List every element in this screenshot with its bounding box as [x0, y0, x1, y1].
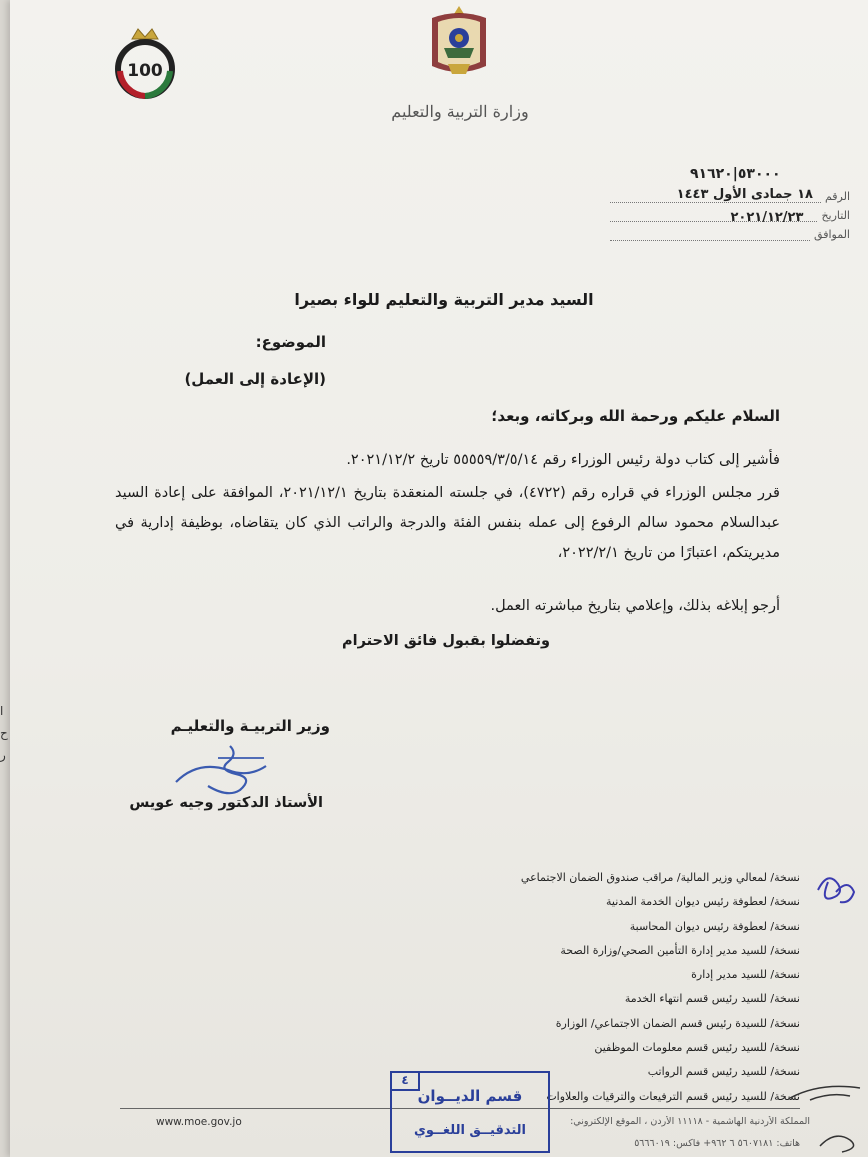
diwan-stamp — [390, 1071, 550, 1153]
date-label: التاريخ — [821, 209, 850, 222]
copy-item: نسخة/ للسيد رئيس قسم الرواتب — [647, 1065, 800, 1079]
footer-phone: هاتف: ٥٦٠٧١٨١ ٦ ٩٦٢+ فاكس: ٥٦٦٦٠١٩ — [634, 1138, 800, 1149]
copy-item: نسخة/ لعطوفة رئيس ديوان الخدمة المدنية — [606, 895, 800, 909]
minister-title: وزير التربيـة والتعليـم — [170, 717, 330, 735]
footer-address: المملكة الأردنية الهاشمية - ١١١١٨ الأردن ، الموقع الإلكتروني: — [570, 1116, 810, 1127]
footer-website: www.moe.gov.jo — [156, 1116, 242, 1128]
copy-item: نسخة/ لعطوفة رئيس ديوان المحاسبة — [629, 919, 800, 933]
underlying-page-edge: ا ح ر — [0, 704, 8, 762]
subject-value: (الإعادة إلى العمل) — [184, 370, 326, 388]
copy-item: نسخة/ لمعالي وزير المالية/ مراقب صندوق الضمان الاجتماعي — [520, 871, 800, 884]
greeting: السلام عليكم ورحمة الله وبركاته، وبعد؛ — [491, 407, 780, 425]
copy-item: نسخة/ للسيد مدير إدارة التأمين الصحي/وزارة الصحة — [560, 943, 800, 957]
minister-name: الأستاذ الدكتور وجيه عويس — [129, 795, 323, 811]
hijri-date: ١٨ جمادى الأول ١٤٤٣ — [676, 187, 813, 202]
gregorian-date: ٢٠٢١/١٢/٢٣ — [730, 210, 804, 225]
centenary-number: 100 — [127, 61, 163, 81]
copy-item: نسخة/ للسيد رئيس قسم الترفيعات والترقيات والعلاوات — [546, 1089, 800, 1103]
paragraph-3: أرجو إبلاغه بذلك، وإعلامي بتاريخ مباشرته العمل. — [490, 598, 780, 614]
muwafiq-label: الموافق — [814, 228, 850, 241]
closing: وتفضلوا بقبول فائق الاحترام — [342, 633, 550, 649]
copy-item: نسخة/ للسيد مدير إدارة — [691, 968, 800, 982]
signature-scribble-icon — [168, 740, 278, 800]
subject-label: الموضوع: — [255, 333, 326, 351]
stamp-title: قسم الديــوان — [417, 1087, 523, 1105]
stamp-subtitle: التدقيــق اللغــوي — [413, 1123, 527, 1138]
copy-item: نسخة/ للسيد رئيس قسم معلومات الموظفين — [594, 1041, 800, 1055]
margin-initials-icon — [810, 862, 860, 912]
number-label: الرقم — [824, 190, 850, 203]
reference-number-handwritten: ٥٣٠٠٠|٩١٦٢٠ — [690, 166, 781, 182]
reference-block — [610, 166, 850, 241]
copy-item: نسخة/ للسيد رئيس قسم انتهاء الخدمة — [624, 992, 800, 1006]
paragraph-1: فأشير إلى كتاب دولة رئيس الوزراء رقم ٥٥٥٥٩/٣/٥/١٤ تاريخ ٢٠٢١/١٢/٢. — [346, 452, 780, 468]
paragraph-2: قرر مجلس الوزراء في قراره رقم (٤٧٢٢)، في جلسته المنعقدة بتاريخ ٢٠٢١/١٢/١، الموافقة على إعادة السيد عبدالسلام محمود سالم الرفوع إلى عمله بنفس الفئة والدرجة والراتب الذي كان يتقاضاه، بوظيفة إدارية في مديريتكم، اعتبارًا من تاريخ ٢٠٢٢/٢/١، — [115, 485, 780, 561]
letter-page — [10, 0, 868, 1157]
copy-item: نسخة/ للسيدة رئيس قسم الضمان الاجتماعي/ الوزارة — [555, 1016, 800, 1030]
coat-of-arms-icon — [424, 4, 494, 82]
centenary-logo-icon — [110, 25, 180, 100]
handwritten-initials-icon — [780, 1070, 868, 1155]
ministry-name: وزارة التربية والتعليم — [391, 102, 529, 121]
stamp-number: ٤ — [392, 1073, 420, 1091]
addressee: السيد مدير التربية والتعليم للواء بصيرا — [294, 290, 594, 309]
